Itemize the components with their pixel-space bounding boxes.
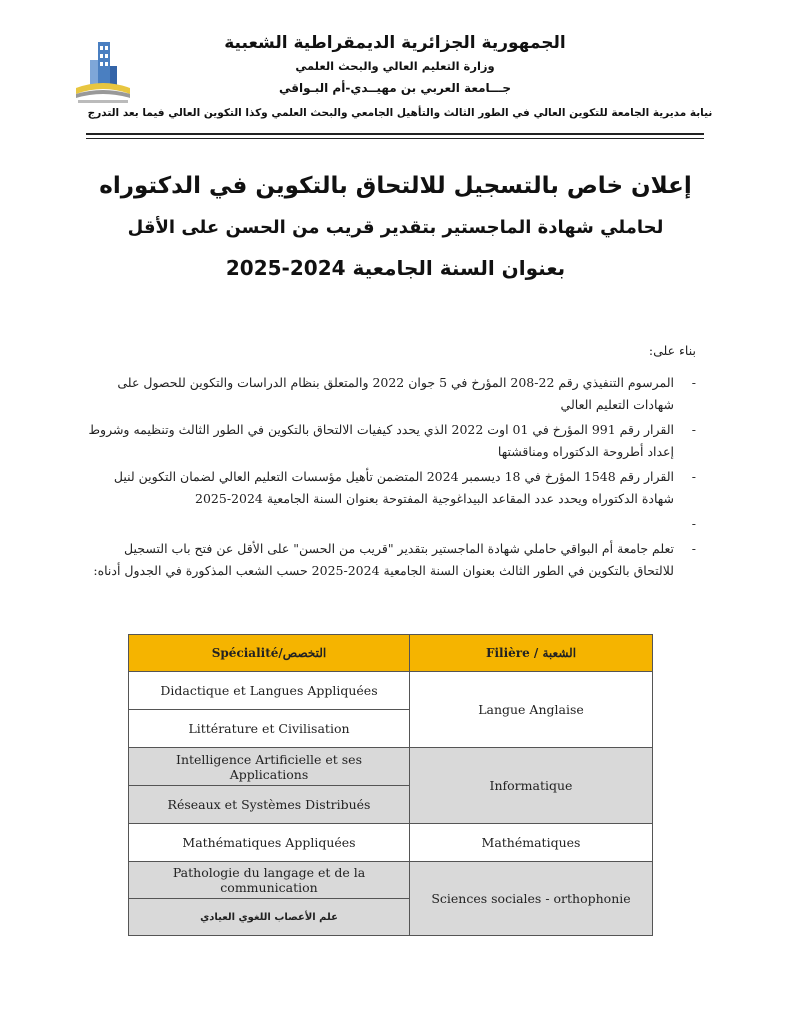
filiere-cell: Mathématiques <box>410 824 653 862</box>
university-name: جـــامعة العربي بن مهيــدي-أم البـواقي <box>279 81 511 95</box>
specialite-cell: Littérature et Civilisation <box>129 710 410 748</box>
specialite-cell: Réseaux et Systèmes Distribués <box>129 786 410 824</box>
table-row <box>129 672 653 710</box>
bullet-dash: - <box>691 541 696 556</box>
list-item <box>86 513 696 535</box>
announcement-title: إعلان خاص بالتسجيل للالتحاق بالتكوين في الدكتوراه <box>99 173 692 199</box>
list-item: - تعلم جامعة أم البواقي حاملي شهادة الماجستير بتقدير "قريب من الحسن" على الأقل عن فتح باب التسجيل للالتحاق بالتكوين في الطور الثالث بعنوان السنة الجامعية 2024-2025 حسب الشعب المذكورة في الجدول أدناه: <box>86 538 696 582</box>
vice-rectorate-name: نيابة مديرية الجامعة للتكوين العالي في الطور الثالث والتأهيل الجامعي والبحث العلمي وكذا التكوين العالي فيما بعد التدرج <box>87 107 713 119</box>
bullet-dash: - <box>691 422 696 437</box>
legal-basis-list <box>86 372 696 585</box>
filiere-cell: Informatique <box>410 748 653 824</box>
table-row <box>129 824 653 862</box>
header-filiere: Filière / الشعبة <box>410 635 653 672</box>
intro-text: بناء على: <box>648 343 696 358</box>
table-row <box>129 862 653 899</box>
academic-year-title: بعنوان السنة الجامعية 2024-2025 <box>225 256 566 280</box>
specialite-cell: Intelligence Artificielle et ses Applications <box>129 748 410 786</box>
ministry-name: وزارة التعليم العالي والبحث العلمي <box>295 59 495 73</box>
specialite-cell: علم الأعصاب اللغوي العيادي <box>129 899 410 936</box>
specialite-cell: Didactique et Langues Appliquées <box>129 672 410 710</box>
bullet-dash: - <box>691 469 696 484</box>
table-header-row <box>129 635 653 672</box>
specialties-table <box>128 634 653 936</box>
list-item: - القرار رقم 1548 المؤرخ في 18 ديسمبر 2024 المتضمن تأهيل مؤسسات التعليم العالي لضمان التكوين لنيل شهادة الدكتوراه ويحدد عدد المقاعد البيداغوجية المفتوحة بعنوان السنة الجامعية 2024-2025 <box>86 466 696 510</box>
header-divider-thin <box>86 138 704 139</box>
bullet-dash: - <box>691 516 696 531</box>
announcement-subtitle: لحاملي شهادة الماجستير بتقدير قريب من الحسن على الأقل <box>127 217 664 238</box>
header-divider <box>86 133 704 135</box>
filiere-cell: Langue Anglaise <box>410 672 653 748</box>
header-specialite: Spécialité/التخصص <box>129 635 410 672</box>
specialite-cell: Pathologie du langage et de la communication <box>129 862 410 899</box>
list-item: - القرار رقم 991 المؤرخ في 01 اوت 2022 الذي يحدد كيفيات الالتحاق بالتكوين في الطور الثالث وتنظيمه وشروط إعداد أطروحة الدكتوراه ومناقشتها <box>86 419 696 463</box>
republic-name: الجمهورية الجزائرية الديمقراطية الشعبية <box>224 33 566 53</box>
list-item: - المرسوم التنفيذي رقم 22-208 المؤرخ في 5 جوان 2022 والمتعلق بنظام الدراسات والتكوين للحصول على شهادات التعليم العالي <box>86 372 696 416</box>
table-row <box>129 748 653 786</box>
bullet-dash: - <box>691 375 696 390</box>
filiere-cell: Sciences sociales - orthophonie <box>410 862 653 936</box>
specialite-cell: Mathématiques Appliquées <box>129 824 410 862</box>
